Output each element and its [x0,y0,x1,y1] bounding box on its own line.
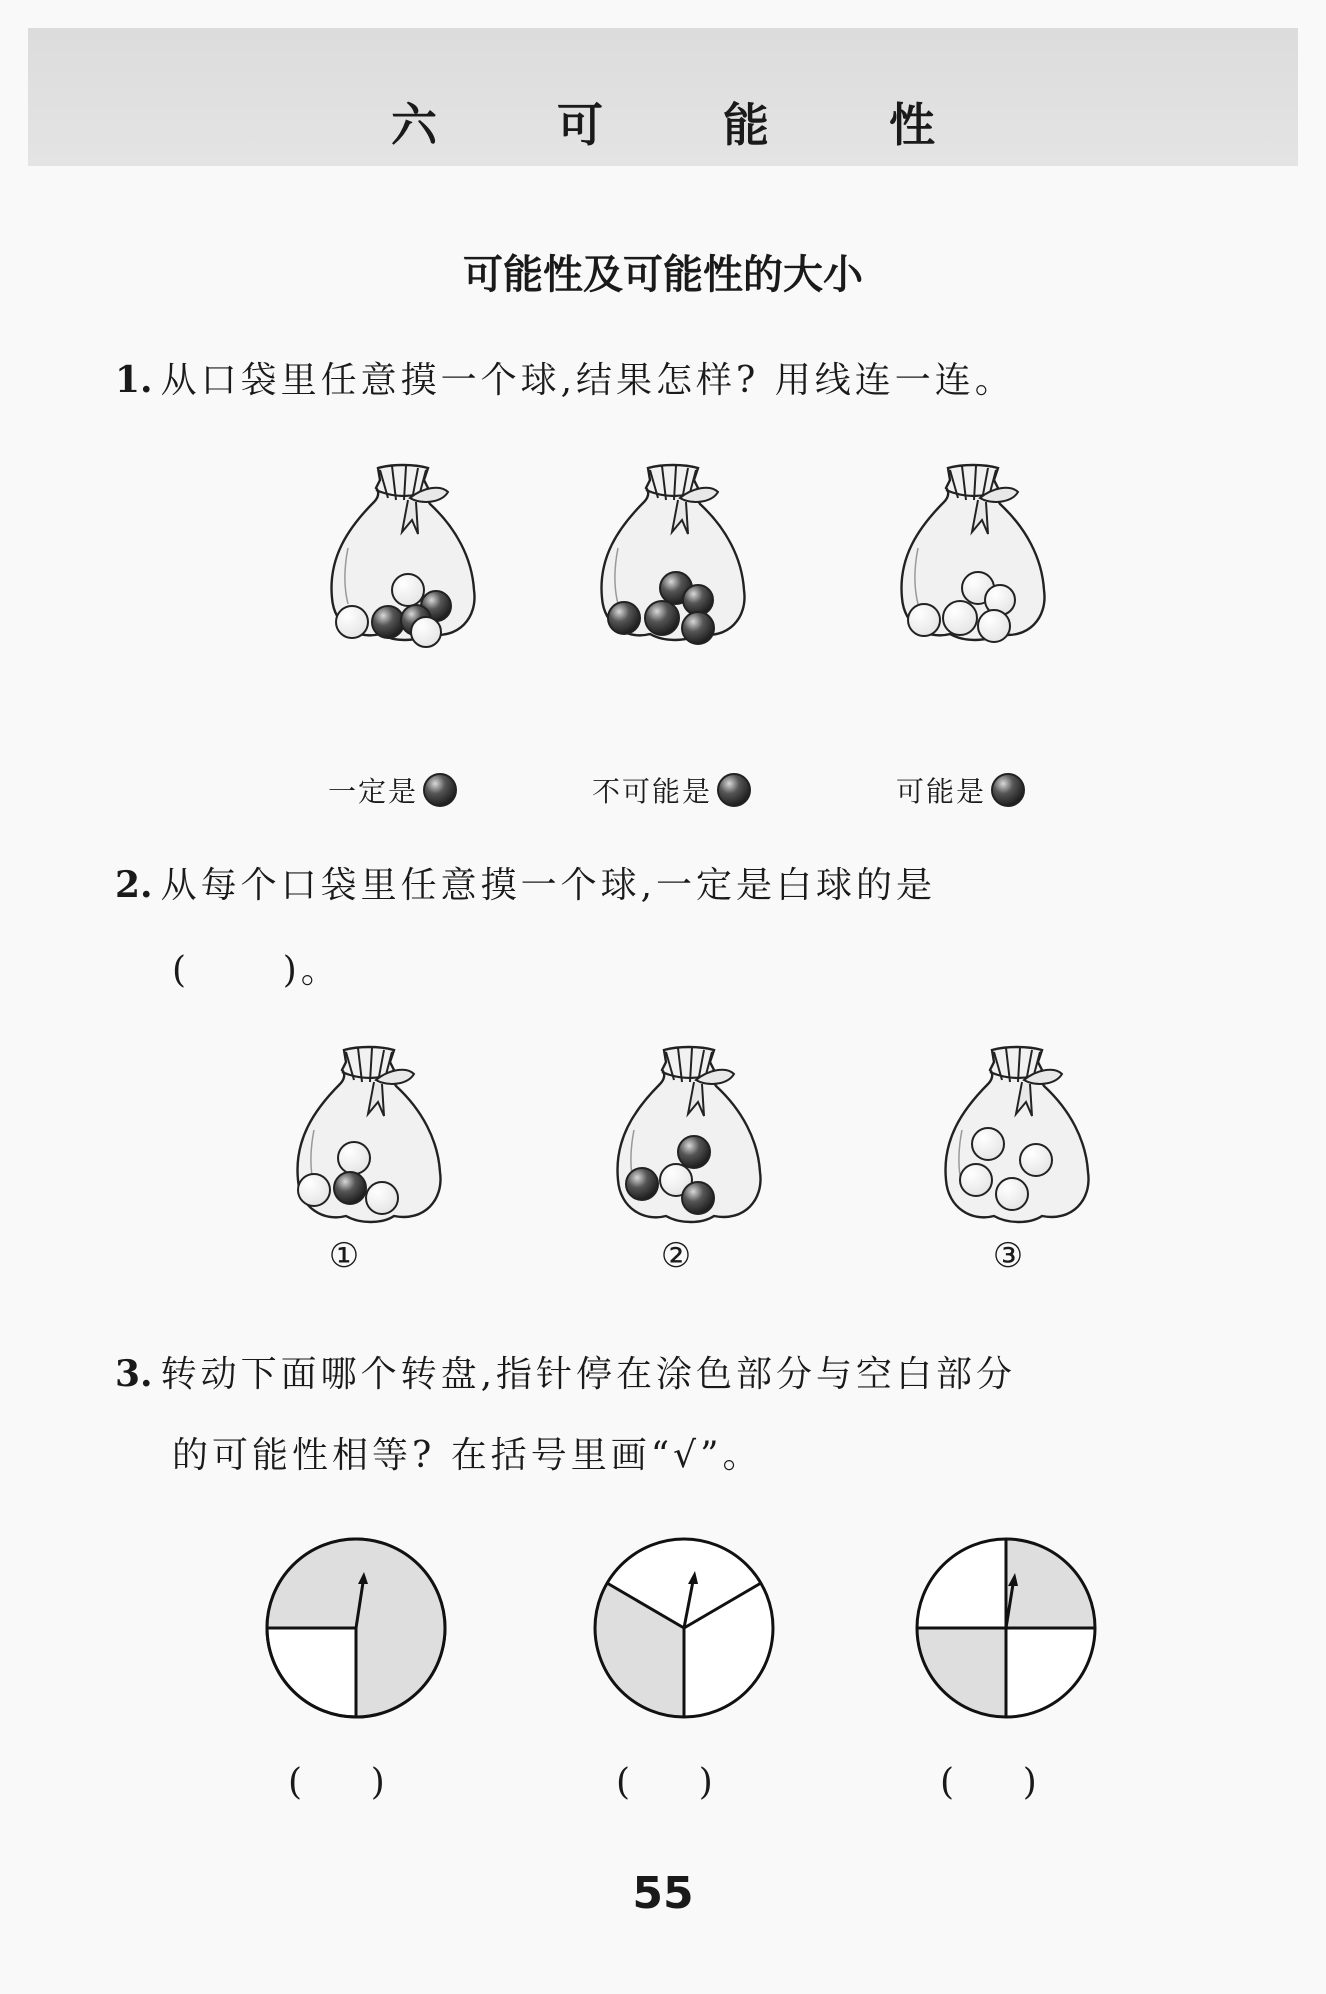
q1-label-3-text: 可能是 [896,775,987,808]
spinner-3 [914,1536,1098,1720]
dark-ball [626,1168,658,1200]
white-ball [943,601,977,635]
spinner-2-answer-blank[interactable]: ( ) [616,1762,713,1803]
q1-bag-1 [318,458,488,648]
q2-option-2[interactable]: ② [660,1236,692,1276]
dark-ball [608,602,640,634]
dark-ball-icon [990,772,1026,808]
white-ball [411,617,441,647]
question-1 [115,352,1015,403]
dark-ball [678,1136,710,1168]
white-ball [298,1174,330,1206]
question-3-text-line2: 的可能性相等? 在括号里画“√”。 [172,1435,763,1476]
dark-ball [682,612,714,644]
q1-bag-2 [588,458,758,648]
question-3 [115,1346,1016,1397]
dark-ball [683,585,713,615]
q2-bag-1 [284,1040,454,1230]
question-2-answer-blank[interactable]: ( )。 [172,950,341,991]
q1-label-1 [328,770,458,810]
q1-label-2-text: 不可能是 [592,775,713,808]
spinner-1 [264,1536,448,1720]
question-2 [115,857,936,908]
question-3-number: 3. [115,1353,153,1395]
chapter-title: 六 可 能 性 [390,98,988,152]
question-1-text: 从口袋里任意摸一个球,结果怎样? 用线连一连。 [160,360,1015,401]
dark-ball-icon [716,772,752,808]
white-ball [366,1182,398,1214]
spinner-3-answer-blank[interactable]: ( ) [940,1762,1037,1803]
white-ball [392,574,424,606]
spinner-1-answer-blank[interactable]: ( ) [288,1762,385,1803]
question-2-number: 2. [115,864,153,906]
white-ball [978,610,1010,642]
white-ball [1020,1144,1052,1176]
spinner-2 [592,1536,776,1720]
chapter-banner [28,28,1298,166]
question-3-text-line1: 转动下面哪个转盘,指针停在涂色部分与空白部分 [160,1354,1017,1395]
q1-bag-3 [888,458,1058,648]
q1-label-3 [896,770,1026,810]
dark-ball [372,606,404,638]
white-ball [972,1128,1004,1160]
white-ball [996,1178,1028,1210]
white-ball [960,1164,992,1196]
section-title: 可能性及可能性的大小 [463,252,863,298]
dark-ball [334,1172,366,1204]
q1-label-2 [592,770,752,810]
question-2-text: 从每个口袋里任意摸一个球,一定是白球的是 [160,865,937,906]
dark-ball [682,1182,714,1214]
white-ball [336,606,368,638]
q2-bag-3 [932,1040,1102,1230]
q2-bag-2 [604,1040,774,1230]
q2-option-3[interactable]: ③ [992,1236,1024,1276]
dark-ball [645,601,679,635]
white-ball [338,1142,370,1174]
q1-label-1-text: 一定是 [328,775,419,808]
question-1-number: 1. [115,359,153,401]
page-number: 55 [632,1868,694,1919]
dark-ball-icon [422,772,458,808]
q2-option-1[interactable]: ① [328,1236,360,1276]
white-ball [908,604,940,636]
